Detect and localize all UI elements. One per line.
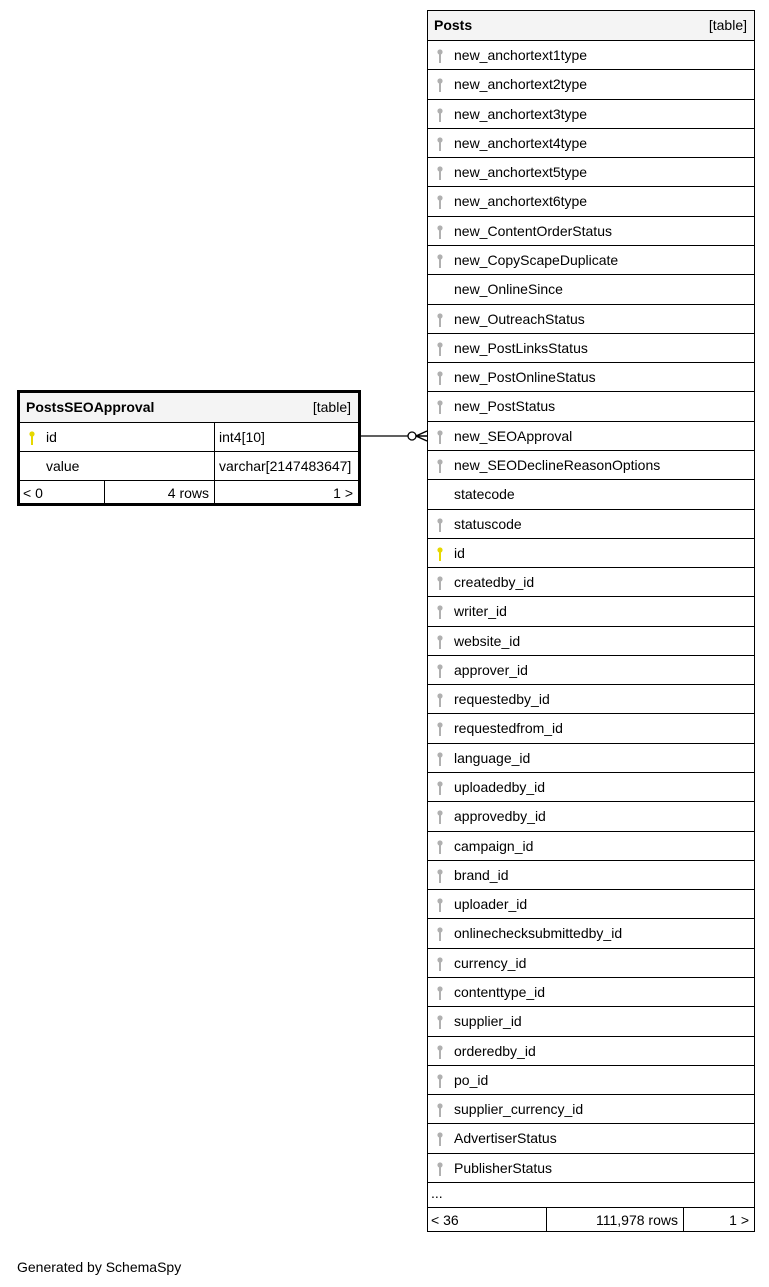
- foreign-key-icon: [437, 957, 443, 971]
- primary-key-icon: [29, 431, 35, 445]
- column-name: id: [454, 544, 465, 561]
- foreign-key-icon: [437, 664, 443, 678]
- column-name: new_PostLinksStatus: [454, 339, 588, 356]
- column-name: new_SEODeclineReasonOptions: [454, 456, 661, 473]
- foreign-key-icon: [437, 137, 443, 151]
- column-row[interactable]: [428, 684, 754, 713]
- column-row[interactable]: [428, 245, 754, 274]
- foreign-key-icon: [437, 108, 443, 122]
- column-name: brand_id: [454, 866, 509, 883]
- foreign-key-icon: [437, 342, 443, 356]
- column-name: new_PostOnlineStatus: [454, 369, 596, 386]
- column-name: new_anchortext2type: [454, 76, 588, 93]
- column-row[interactable]: [428, 626, 754, 655]
- column-row[interactable]: [428, 421, 754, 450]
- column-name: onlinechecksubmittedby_id: [454, 925, 623, 942]
- foreign-key-icon: [437, 166, 443, 180]
- column-row[interactable]: [428, 977, 754, 1006]
- column-name: supplier_currency_id: [454, 1101, 584, 1118]
- parents-link[interactable]: < 0: [23, 485, 43, 501]
- foreign-key-icon: [437, 810, 443, 824]
- column-name: uploadedby_id: [454, 779, 546, 796]
- column-name: approver_id: [454, 661, 528, 678]
- column-name: currency_id: [454, 954, 527, 971]
- foreign-key-icon: [437, 1162, 443, 1176]
- table-kind: [table]: [708, 17, 747, 33]
- column-row[interactable]: [428, 216, 754, 245]
- foreign-key-icon: [437, 752, 443, 766]
- column-type: varchar[2147483647]: [219, 458, 352, 474]
- table-footer: [428, 1207, 754, 1231]
- column-row[interactable]: [428, 1094, 754, 1123]
- foreign-key-icon: [437, 459, 443, 473]
- row-count: 111,978 rows: [596, 1212, 678, 1228]
- foreign-key-icon: [437, 635, 443, 649]
- column-name: new_PostStatus: [454, 398, 556, 415]
- foreign-key-icon: [437, 313, 443, 327]
- column-row[interactable]: [20, 422, 358, 451]
- column-name: orderedby_id: [454, 1042, 536, 1059]
- column-name: website_id: [454, 632, 521, 649]
- column-row[interactable]: [428, 186, 754, 215]
- footer-divider: [546, 1208, 547, 1231]
- foreign-key-icon: [437, 400, 443, 414]
- generated-by-note: Generated by SchemaSpy: [17, 1259, 182, 1275]
- column-name: new_anchortext4type: [454, 134, 588, 151]
- column-row[interactable]: [428, 1123, 754, 1152]
- ellipsis: ...: [431, 1185, 443, 1201]
- column-name: new_anchortext1type: [454, 47, 588, 63]
- parents-link[interactable]: < 36: [431, 1212, 459, 1228]
- foreign-key-icon: [437, 1015, 443, 1029]
- column-row[interactable]: [428, 1065, 754, 1094]
- table-header: [428, 11, 754, 40]
- zero-cardinality-circle: [408, 432, 416, 440]
- table-posts[interactable]: [427, 10, 755, 1232]
- foreign-key-icon: [437, 840, 443, 854]
- column-row[interactable]: [428, 304, 754, 333]
- foreign-key-icon: [437, 927, 443, 941]
- column-row[interactable]: [428, 1153, 754, 1182]
- row-count: 4 rows: [167, 485, 209, 501]
- column-row[interactable]: [428, 655, 754, 684]
- footer-divider: [683, 1208, 684, 1231]
- table-name[interactable]: PostsSEOApproval: [26, 399, 155, 415]
- column-row[interactable]: [428, 831, 754, 860]
- foreign-key-icon: [437, 1045, 443, 1059]
- foreign-key-icon: [437, 371, 443, 385]
- column-row[interactable]: [428, 948, 754, 977]
- foreign-key-icon: [437, 986, 443, 1000]
- foreign-key-icon: [437, 195, 443, 209]
- foreign-key-icon: [437, 1074, 443, 1088]
- column-row[interactable]: [428, 1006, 754, 1035]
- foreign-key-icon: [437, 430, 443, 444]
- column-row[interactable]: [428, 362, 754, 391]
- column-name: contenttype_id: [454, 984, 546, 1001]
- column-name: uploader_id: [454, 896, 528, 913]
- foreign-key-icon: [437, 693, 443, 707]
- foreign-key-icon: [437, 1103, 443, 1117]
- column-name: new_ContentOrderStatus: [454, 222, 612, 239]
- children-link[interactable]: 1 >: [729, 1212, 749, 1228]
- more-columns-row: [428, 1182, 754, 1207]
- foreign-key-icon: [437, 869, 443, 883]
- column-name: supplier_id: [454, 1013, 522, 1030]
- column-row[interactable]: [428, 889, 754, 918]
- column-row[interactable]: [428, 69, 754, 98]
- column-row[interactable]: [428, 391, 754, 420]
- table-name[interactable]: Posts: [434, 17, 473, 33]
- column-name: requestedby_id: [454, 691, 550, 708]
- column-name: new_OnlineSince: [454, 281, 563, 298]
- table-header: [20, 393, 358, 422]
- footer-divider: [104, 481, 105, 503]
- column-row[interactable]: [428, 274, 754, 303]
- column-name: new_CopyScapeDuplicate: [454, 251, 619, 268]
- column-row[interactable]: [428, 1036, 754, 1065]
- foreign-key-icon: [437, 518, 443, 532]
- table-footer: [20, 480, 358, 503]
- column-row[interactable]: [428, 157, 754, 186]
- column-row[interactable]: [428, 40, 754, 69]
- column-name: new_OutreachStatus: [454, 310, 585, 327]
- column-row[interactable]: [428, 713, 754, 742]
- primary-key-icon: [437, 547, 443, 561]
- column-row[interactable]: [428, 479, 754, 508]
- foreign-key-icon: [437, 78, 443, 92]
- column-row[interactable]: [428, 596, 754, 625]
- column-name: approvedby_id: [454, 808, 546, 825]
- column-name: id: [46, 429, 57, 445]
- column-row[interactable]: [428, 538, 754, 567]
- column-name: po_id: [454, 1071, 489, 1088]
- column-name: writer_id: [454, 603, 507, 620]
- column-row[interactable]: [428, 509, 754, 538]
- column-name: new_SEOApproval: [454, 427, 573, 444]
- column-type: int4[10]: [219, 429, 265, 445]
- foreign-key-icon: [437, 781, 443, 795]
- children-link[interactable]: 1 >: [333, 485, 353, 501]
- table-kind: [table]: [312, 399, 351, 415]
- column-name: AdvertiserStatus: [454, 1130, 557, 1147]
- column-row[interactable]: [20, 451, 358, 480]
- foreign-key-icon: [437, 605, 443, 619]
- foreign-key-icon: [437, 225, 443, 239]
- column-name: new_anchortext5type: [454, 164, 588, 181]
- foreign-key-icon: [437, 254, 443, 268]
- column-name: campaign_id: [454, 837, 534, 854]
- column-name: statuscode: [454, 515, 522, 532]
- column-name: value: [46, 458, 80, 474]
- column-row[interactable]: [428, 99, 754, 128]
- column-name: statecode: [454, 486, 515, 503]
- column-name: new_anchortext3type: [454, 105, 588, 122]
- crows-foot-many: [416, 431, 427, 441]
- column-row[interactable]: [428, 450, 754, 479]
- table-posts-seo-approval[interactable]: [17, 390, 361, 506]
- column-row[interactable]: [428, 918, 754, 947]
- column-row[interactable]: [428, 801, 754, 830]
- foreign-key-icon: [437, 576, 443, 590]
- column-name: language_id: [454, 749, 531, 766]
- column-row[interactable]: [428, 333, 754, 362]
- column-row[interactable]: [428, 860, 754, 889]
- foreign-key-icon: [437, 722, 443, 736]
- column-row[interactable]: [428, 743, 754, 772]
- column-name: PublisherStatus: [454, 1159, 553, 1176]
- column-name: requestedfrom_id: [454, 720, 563, 737]
- foreign-key-icon: [437, 49, 443, 63]
- foreign-key-icon: [437, 1132, 443, 1146]
- column-name: createdby_id: [454, 574, 535, 591]
- column-row[interactable]: [428, 567, 754, 596]
- column-row[interactable]: [428, 772, 754, 801]
- column-name: new_anchortext6type: [454, 193, 588, 210]
- column-row[interactable]: [428, 128, 754, 157]
- foreign-key-icon: [437, 898, 443, 912]
